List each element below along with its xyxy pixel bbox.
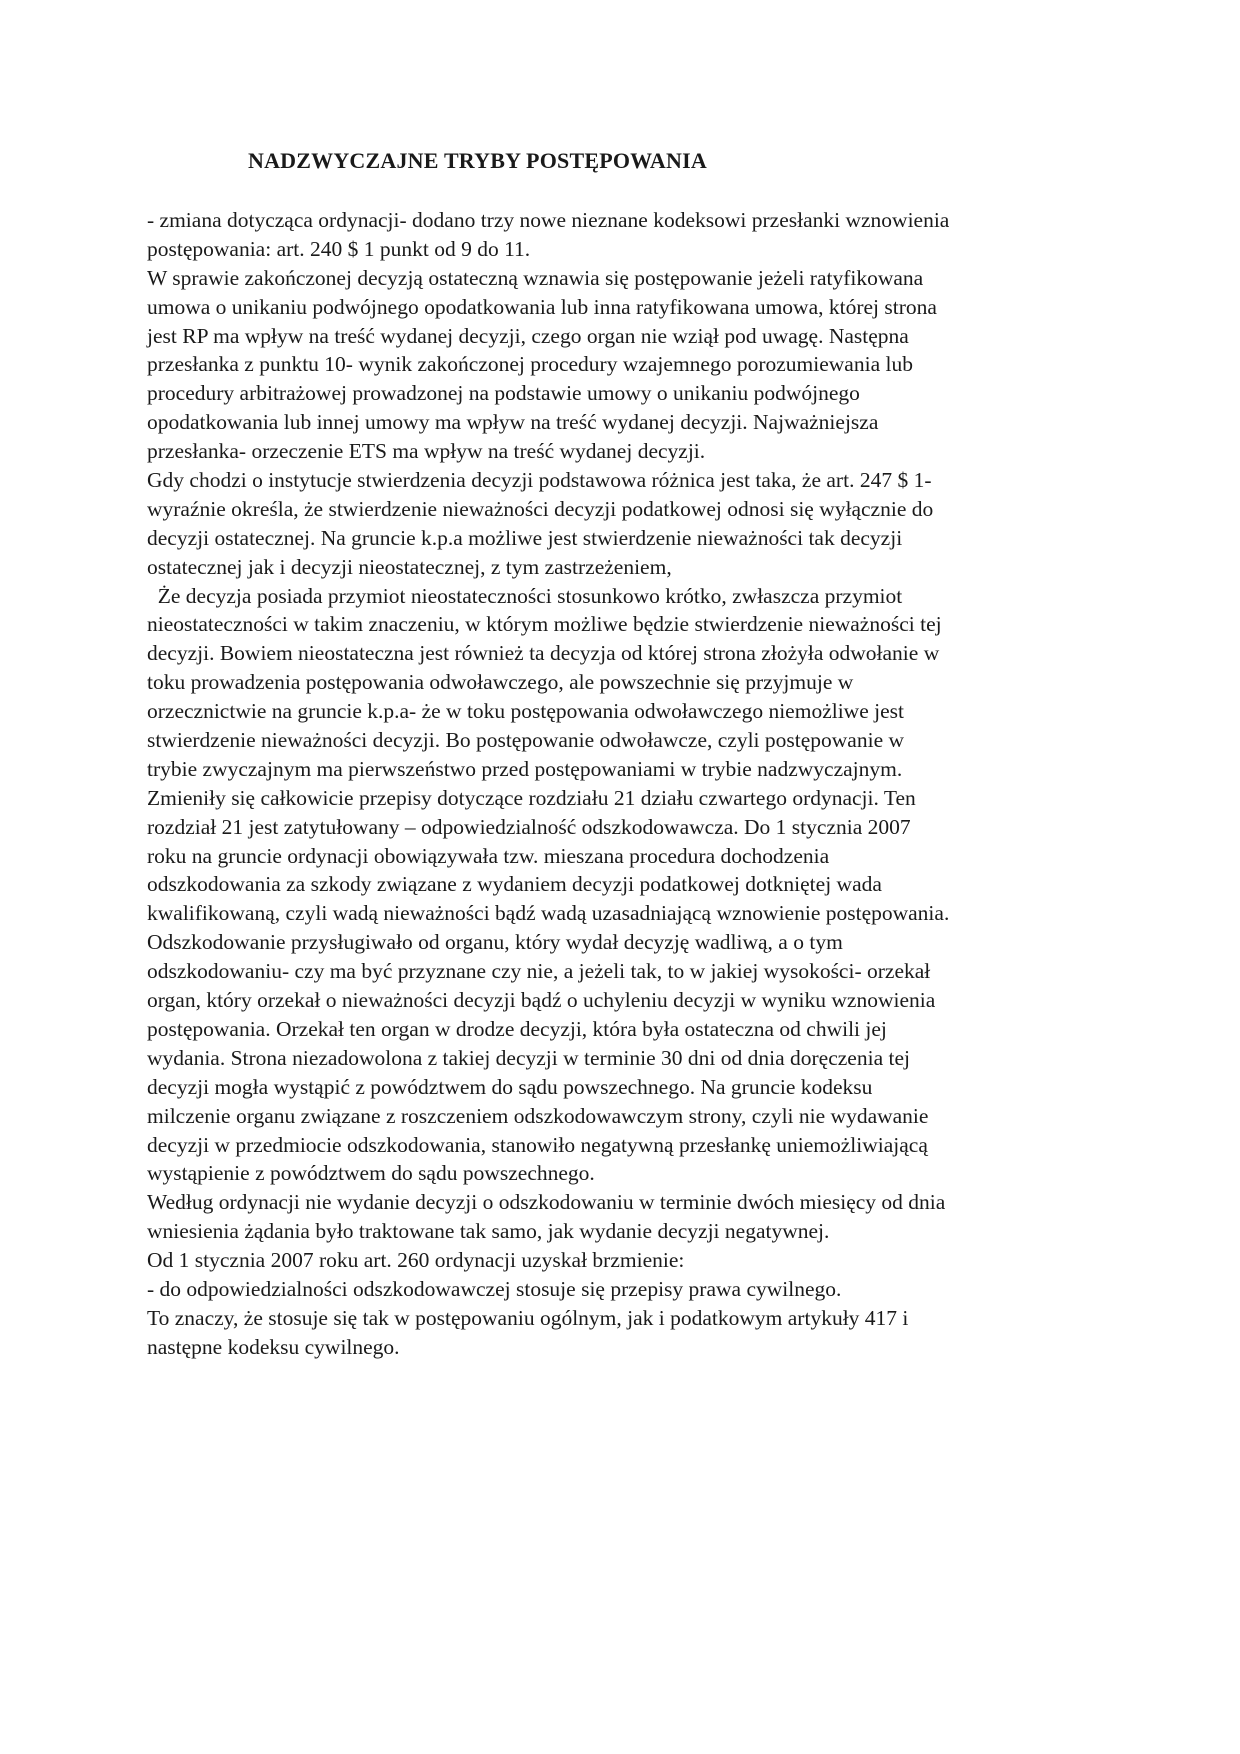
text-line: postępowania. Orzekał ten organ w drodze decyzji, która była ostateczna od chwili jej — [147, 1016, 887, 1041]
text-line: rozdział 21 jest zatytułowany – odpowiedzialność odszkodowawcza. Do 1 stycznia 2007 — [147, 814, 911, 839]
text-line: W sprawie zakończonej decyzją ostateczną wznawia się postępowanie jeżeli ratyfikowana — [147, 265, 924, 290]
text-line: decyzji. Bowiem nieostateczna jest również ta decyzja od której strona złożyła odwołanie w — [147, 641, 940, 666]
text-line: Od 1 stycznia 2007 roku art. 260 ordynacji uzyskał brzmienie: — [147, 1248, 685, 1273]
text-line: decyzji ostatecznej. Na gruncie k.p.a możliwe jest stwierdzenie nieważności tak decyzji — [147, 525, 903, 550]
text-line: nieostateczności w takim znaczeniu, w którym możliwe będzie stwierdzenie nieważności tej — [147, 612, 942, 637]
text-line: roku na gruncie ordynacji obowiązywała tzw. mieszana procedura dochodzenia — [147, 843, 830, 868]
text-line: ostatecznej jak i decyzji nieostatecznej, z tym zastrzeżeniem, — [147, 554, 672, 579]
text-line: przesłanka- orzeczenie ETS ma wpływ na treść wydanej decyzji. — [147, 439, 706, 464]
text-line: procedury arbitrażowej prowadzonej na podstawie umowy o unikaniu podwójnego — [147, 381, 860, 406]
text-line: wniesienia żądania było traktowane tak samo, jak wydanie decyzji negatywnej. — [147, 1219, 830, 1244]
text-line: wystąpienie z powództwem do sądu powszechnego. — [147, 1161, 595, 1186]
text-line: Gdy chodzi o instytucje stwierdzenia decyzji podstawowa różnica jest taka, że art. 247 $ 1- — [147, 468, 932, 493]
text-line: milczenie organu związane z roszczeniem odszkodowawczym strony, czyli nie wydawanie — [147, 1103, 929, 1128]
text-line: przesłanka z punktu 10- wynik zakończonej procedury wzajemnego porozumiewania lub — [147, 352, 913, 377]
text-line: jest RP ma wpływ na treść wydanej decyzji, czego organ nie wziął pod uwagę. Następna — [147, 323, 909, 348]
text-line: Według ordynacji nie wydanie decyzji o odszkodowaniu w terminie dwóch miesięcy od dnia — [147, 1190, 946, 1215]
text-line: kwalifikowaną, czyli wadą nieważności bądź wadą uzasadniającą wznowienie postępowania. — [147, 901, 950, 926]
text-line: - do odpowiedzialności odszkodowawczej stosuje się przepisy prawa cywilnego. — [147, 1276, 842, 1301]
text-line: Odszkodowanie przysługiwało od organu, który wydał decyzję wadliwą, a o tym — [147, 930, 843, 955]
text-line: wyraźnie określa, że stwierdzenie nieważności decyzji podatkowej odnosi się wyłącznie do — [147, 496, 934, 521]
text-line: odszkodowaniu- czy ma być przyznane czy nie, a jeżeli tak, to w jakiej wysokości- orzekał — [147, 959, 931, 984]
text-line: decyzji w przedmiocie odszkodowania, stanowiło negatywną przesłankę uniemożliwiającą — [147, 1132, 928, 1157]
text-line: następne kodeksu cywilnego. — [147, 1334, 400, 1359]
text-line: odszkodowania za szkody związane z wydaniem decyzji podatkowej dotkniętej wada — [147, 872, 882, 897]
text-line: opodatkowania lub innej umowy ma wpływ na treść wydanej decyzji. Najważniejsza — [147, 410, 879, 435]
text-line: umowa o unikaniu podwójnego opodatkowania lub inna ratyfikowana umowa, której strona — [147, 294, 937, 319]
text-line: orzecznictwie na gruncie k.p.a- że w toku postępowania odwoławczego niemożliwe jest — [147, 699, 904, 724]
text-line: To znaczy, że stosuje się tak w postępowaniu ogólnym, jak i podatkowym artykuły 417 i — [147, 1305, 909, 1330]
text-line: toku prowadzenia postępowania odwoławczego, ale powszechnie się przyjmuje w — [147, 670, 854, 695]
text-line: wydania. Strona niezadowolona z takiej decyzji w terminie 30 dni od dnia doręczenia tej — [147, 1045, 910, 1070]
text-line: postępowania: art. 240 $ 1 punkt od 9 do 11. — [147, 236, 531, 261]
text-line: Zmieniły się całkowicie przepisy dotyczące rozdziału 21 działu czwartego ordynacji. Ten — [147, 785, 916, 810]
text-line: organ, który orzekał o nieważności decyzji bądź o uchyleniu decyzji w wyniku wznowienia — [147, 988, 936, 1013]
document-body — [147, 206, 1107, 1362]
text-line: stwierdzenie nieważności decyzji. Bo postępowanie odwoławcze, czyli postępowanie w — [147, 728, 905, 753]
text-line: decyzji mogła wystąpić z powództwem do sądu powszechnego. Na gruncie kodeksu — [147, 1074, 873, 1099]
text-line: Że decyzja posiada przymiot nieostateczności stosunkowo krótko, zwłaszcza przymiot — [147, 583, 903, 608]
document-title: NADZWYCZAJNE TRYBY POSTĘPOWANIA — [248, 148, 707, 173]
text-line: - zmiana dotycząca ordynacji- dodano trzy nowe nieznane kodeksowi przesłanki wznowienia — [147, 208, 950, 232]
text-line: trybie zwyczajnym ma pierwszeństwo przed postępowaniami w trybie nadzwyczajnym. — [147, 756, 903, 781]
